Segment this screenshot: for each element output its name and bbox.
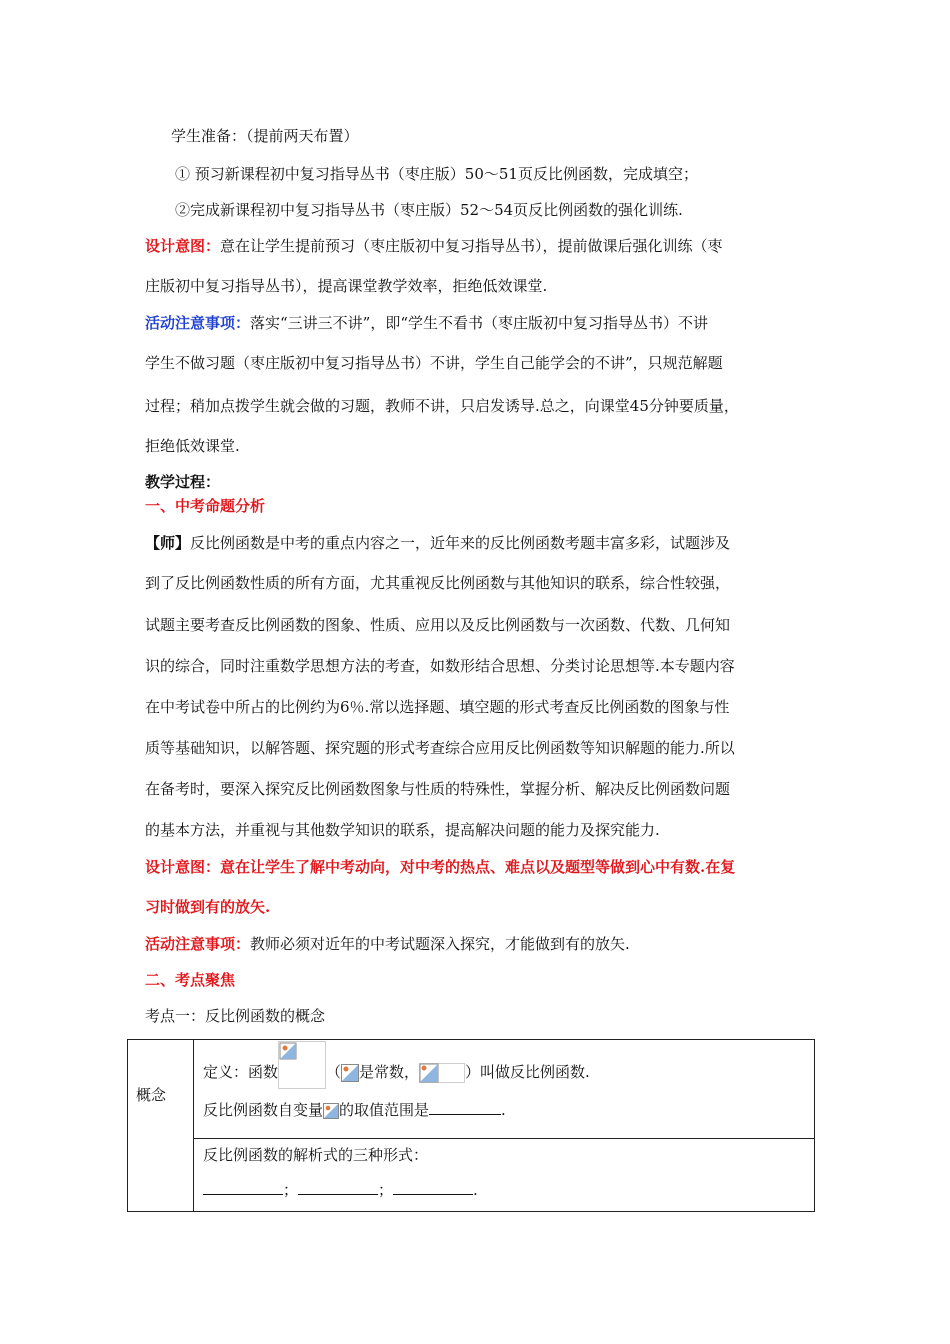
- process-title: 教学过程：: [145, 473, 221, 491]
- domain-line: [203, 1100, 506, 1120]
- forms-title: 反比例函数的解析式的三种形式：: [203, 1146, 429, 1164]
- notes-1-line-2: 学生不做习题（枣庄版初中复习指导丛书）不讲，学生自己能学会的不讲”，只规范解题: [145, 354, 723, 372]
- table-row-divider: [193, 1138, 814, 1139]
- intent-1-line-1: [145, 236, 723, 256]
- intent-2-line-2: 习时做到有的放矢.: [145, 898, 271, 916]
- intent-2-label: 设计意图：: [145, 858, 221, 876]
- definition-constant: 是常数，: [359, 1063, 420, 1081]
- section-1-line-7: 在备考时，要深入探究反比例函数图象与性质的特殊性，掌握分析、解决反比例函数问题: [145, 780, 731, 798]
- domain-blank: [429, 1100, 501, 1115]
- form-blank-2: [298, 1180, 378, 1195]
- broken-image-icon: [323, 1103, 339, 1119]
- definition-open: （: [326, 1063, 342, 1081]
- intent-1-text-1: 意在让学生提前预习（枣庄版初中复习指导丛书），提前做课后强化训练（枣: [220, 237, 723, 255]
- notes-1-label: 活动注意事项：: [145, 314, 251, 332]
- section-1-line-4: 识的综合，同时注重数学思想方法的考查，如数形结合思想、分类讨论思想等.本专题内容: [145, 657, 735, 675]
- domain-end: .: [501, 1101, 506, 1119]
- section-1-line-5: 在中考试卷中所占的比例约为6％.常以选择题、填空题的形式考查反比例函数的图象与性: [145, 698, 730, 716]
- teacher-tag: 【师】: [145, 534, 191, 552]
- section-1-text-1: 反比例函数是中考的重点内容之一，近年来的反比例函数考题丰富多彩，试题涉及: [190, 534, 731, 552]
- definition-suffix: ）叫做反比例函数.: [465, 1063, 590, 1081]
- broken-image-icon: [341, 1064, 359, 1082]
- intent-1-line-2: 庄版初中复习指导丛书），提高课堂教学效率，拒绝低效课堂.: [145, 277, 548, 295]
- section-2-title: 二、考点聚焦: [145, 971, 236, 989]
- prep-item-2: ②完成新课程初中复习指导丛书（枣庄版）52～54页反比例函数的强化训练.: [175, 201, 683, 219]
- definition-prefix: 定义：函数: [203, 1063, 279, 1081]
- form-blank-1: [203, 1180, 283, 1195]
- intent-2-text-1: 意在让学生了解中考动向，对中考的热点、难点以及题型等做到心中有数.在复: [220, 858, 736, 876]
- notes-2-text-1: 教师必须对近年的中考试题深入探究，才能做到有的放矢.: [250, 935, 630, 953]
- prep-item-1: ① 预习新课程初中复习指导丛书（枣庄版）50～51页反比例函数，完成填空；: [175, 165, 698, 183]
- form-blank-3: [393, 1180, 473, 1195]
- row-label: 概念: [136, 1086, 167, 1104]
- forms-blanks: [203, 1180, 478, 1200]
- table-column-divider: [193, 1040, 194, 1211]
- intent-1-label: 设计意图：: [145, 237, 221, 255]
- notes-1-line-1: [145, 313, 708, 333]
- intent-2-line-1: [145, 857, 735, 877]
- section-1-line-3: 试题主要考查反比例函数的图象、性质、应用以及反比例函数与一次函数、代数、几何知: [145, 616, 731, 634]
- point-1-title: 考点一：反比例函数的概念: [145, 1007, 326, 1025]
- section-1-title: 一、中考命题分析: [145, 497, 266, 515]
- broken-image-icon: [419, 1063, 465, 1083]
- definition-line: [203, 1057, 590, 1089]
- prep-title: 学生准备：（提前两天布置）: [171, 127, 359, 145]
- broken-image-icon: [278, 1041, 326, 1089]
- form-sep-1: ；: [283, 1181, 299, 1199]
- notes-1-line-3: 过程；稍加点拨学生就会做的习题，教师不讲，只启发诱导.总之，向课堂45分钟要质量，: [145, 397, 739, 415]
- domain-prefix: 反比例函数自变量: [203, 1101, 324, 1119]
- form-end: .: [473, 1181, 478, 1199]
- concept-table: [127, 1039, 815, 1212]
- notes-1-line-4: 拒绝低效课堂.: [145, 437, 240, 455]
- section-1-line-6: 质等基础知识，以解答题、探究题的形式考查综合应用反比例函数等知识解题的能力.所以: [145, 739, 735, 757]
- form-sep-2: ；: [378, 1181, 394, 1199]
- notes-2-label: 活动注意事项：: [145, 935, 251, 953]
- section-1-line-8: 的基本方法，并重视与其他数学知识的联系，提高解决问题的能力及探究能力.: [145, 821, 660, 839]
- notes-2-line-1: [145, 934, 630, 954]
- section-1-line-2: 到了反比例函数性质的所有方面，尤其重视反比例函数与其他知识的联系，综合性较强，: [145, 574, 731, 592]
- notes-1-text-1: 落实“三讲三不讲”，即“学生不看书（枣庄版初中复习指导丛书）不讲: [250, 314, 709, 332]
- section-1-line-1: [145, 533, 730, 553]
- domain-suffix: 的取值范围是: [339, 1101, 430, 1119]
